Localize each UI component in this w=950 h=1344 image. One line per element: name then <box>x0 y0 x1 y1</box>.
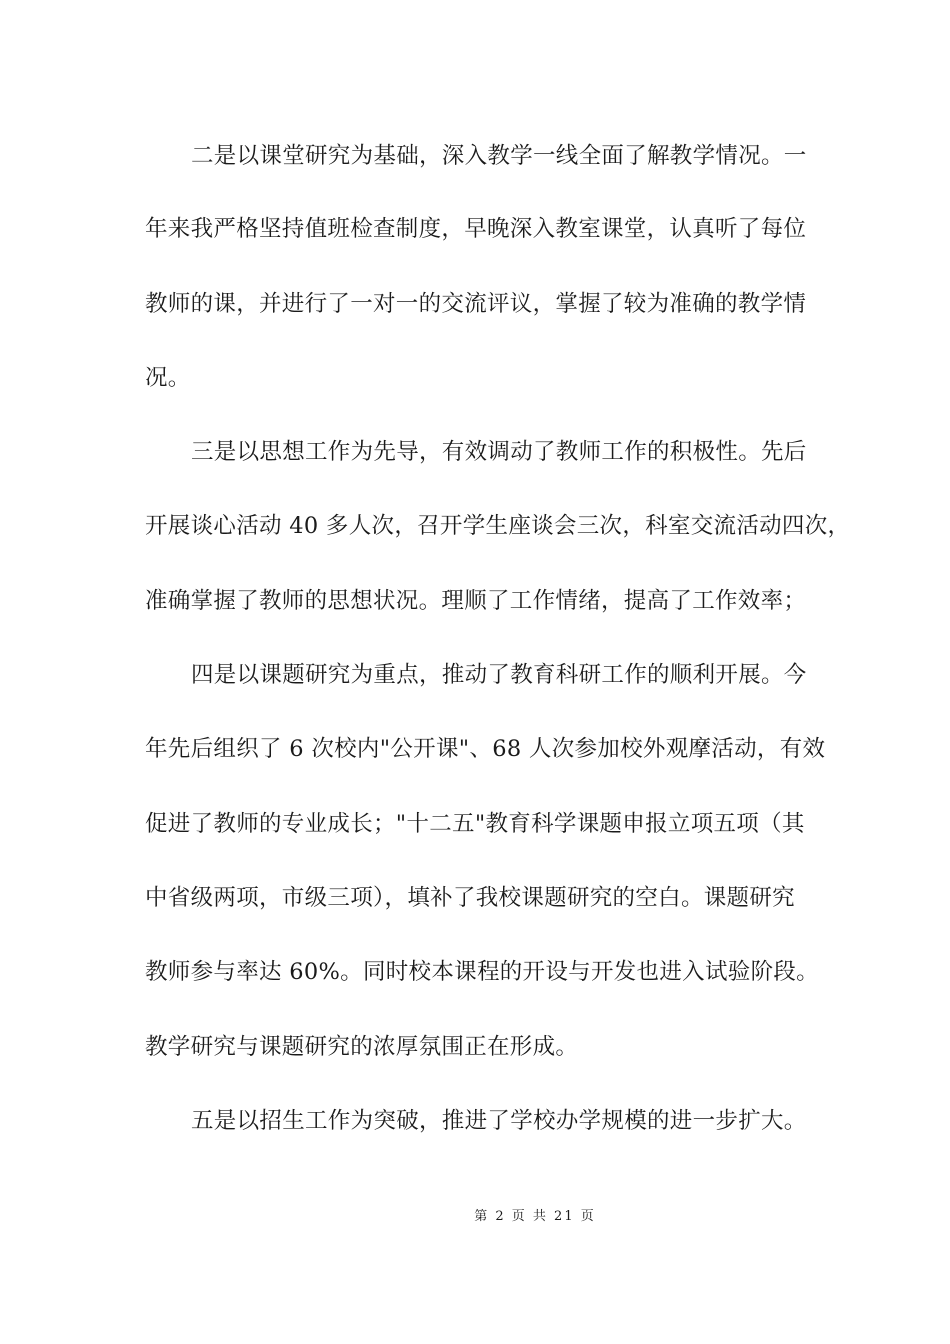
page-number-footer: 第 2 页 共 21 页 <box>474 1209 596 1224</box>
paragraph-4-line-6: 教学研究与课题研究的浓厚氛围正在形成。 <box>145 1034 579 1060</box>
paragraph-2-line-2: 年来我严格坚持值班检查制度，早晚深入教室课堂，认真听了每位 <box>145 216 807 242</box>
paragraph-4-line-4: 中省级两项，市级三项），填补了我校课题研究的空白。课题研究 <box>145 885 795 911</box>
paragraph-3-line-1: 三是以思想工作为先导，有效调动了教师工作的积极性。先后 <box>191 439 807 465</box>
paragraph-4-line-5: 教师参与率达 60%。同时校本课程的开设与开发也进入试验阶段。 <box>145 959 819 985</box>
paragraph-2-line-4: 况。 <box>145 365 191 391</box>
paragraph-4-line-1: 四是以课题研究为重点，推动了教育科研工作的顺利开展。今 <box>191 662 807 688</box>
paragraph-3-line-2: 开展谈心活动 40 多人次，召开学生座谈会三次，科室交流活动四次， <box>145 513 851 539</box>
paragraph-3-line-3: 准确掌握了教师的思想状况。理顺了工作情绪，提高了工作效率； <box>145 588 807 614</box>
paragraph-4-line-3: 促进了教师的专业成长；"十二五"教育科学课题申报立项五项（其 <box>145 811 805 837</box>
paragraph-5-line-1: 五是以招生工作为突破，推进了学校办学规模的进一步扩大。 <box>191 1108 807 1134</box>
paragraph-2-line-3: 教师的课，并进行了一对一的交流评议，掌握了较为准确的教学情 <box>145 291 807 317</box>
paragraph-4-line-2: 年先后组织了 6 次校内"公开课"、68 人次参加校外观摩活动，有效 <box>145 736 826 762</box>
paragraph-2-line-1: 二是以课堂研究为基础，深入教学一线全面了解教学情况。一 <box>191 143 807 169</box>
